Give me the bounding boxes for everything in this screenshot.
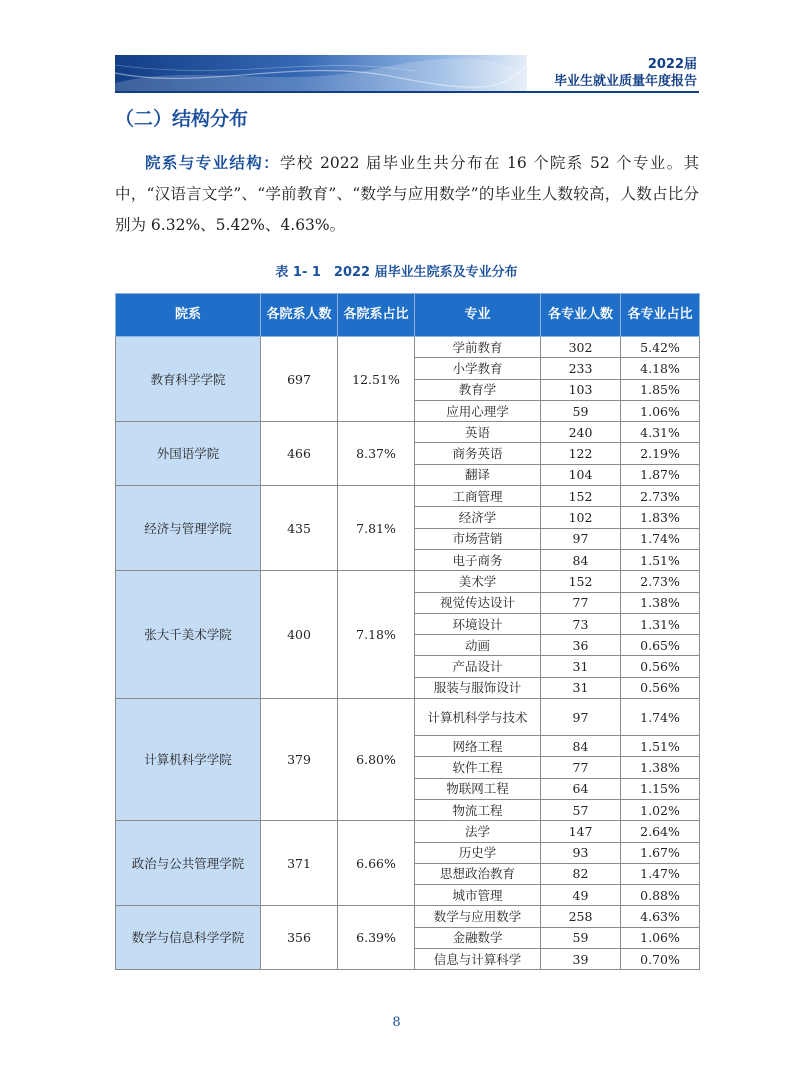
college-major-distribution-table	[115, 293, 700, 970]
header-major-count: 各专业人数	[541, 294, 621, 337]
major-share-cell: 0.56%	[621, 656, 700, 677]
table-row	[116, 571, 700, 592]
major-count-cell: 73	[541, 613, 621, 634]
major-name-cell: 小学教育	[415, 358, 541, 379]
college-name-cell: 外国语学院	[116, 422, 261, 486]
major-count-cell: 49	[541, 885, 621, 906]
college-share-cell: 6.66%	[338, 821, 415, 906]
major-count-cell: 84	[541, 736, 621, 757]
major-count-cell: 57	[541, 799, 621, 820]
college-share-cell: 12.51%	[338, 337, 415, 422]
major-name-cell: 动画	[415, 635, 541, 656]
college-name-cell: 教育科学学院	[116, 337, 261, 422]
major-share-cell: 1.02%	[621, 799, 700, 820]
major-name-cell: 学前教育	[415, 337, 541, 358]
college-count-cell: 697	[261, 337, 338, 422]
major-share-cell: 2.73%	[621, 486, 700, 507]
header-report-name: 毕业生就业质量年度报告	[553, 74, 697, 89]
major-share-cell: 1.83%	[621, 507, 700, 528]
major-count-cell: 59	[541, 400, 621, 421]
paragraph-lead: 院系与专业结构：	[145, 153, 280, 172]
major-name-cell: 金融数学	[415, 927, 541, 948]
major-name-cell: 软件工程	[415, 757, 541, 778]
major-name-cell: 计算机科学与技术	[415, 699, 541, 736]
header-major-share: 各专业占比	[621, 294, 700, 337]
major-count-cell: 152	[541, 571, 621, 592]
major-share-cell: 4.31%	[621, 422, 700, 443]
table-row	[116, 422, 700, 443]
table-caption: 表 1- 1 2022 届毕业生院系及专业分布	[275, 265, 518, 280]
major-name-cell: 服装与服饰设计	[415, 677, 541, 698]
major-count-cell: 97	[541, 528, 621, 549]
major-name-cell: 工商管理	[415, 486, 541, 507]
major-count-cell: 258	[541, 906, 621, 927]
major-share-cell: 1.06%	[621, 927, 700, 948]
major-name-cell: 教育学	[415, 379, 541, 400]
college-share-cell: 7.18%	[338, 571, 415, 699]
major-name-cell: 应用心理学	[415, 400, 541, 421]
major-share-cell: 1.15%	[621, 778, 700, 799]
major-name-cell: 思想政治教育	[415, 863, 541, 884]
table-row	[116, 699, 700, 736]
major-share-cell: 1.38%	[621, 757, 700, 778]
major-count-cell: 102	[541, 507, 621, 528]
major-count-cell: 233	[541, 358, 621, 379]
header-college-count: 各院系人数	[261, 294, 338, 337]
college-share-cell: 8.37%	[338, 422, 415, 486]
college-count-cell: 356	[261, 906, 338, 970]
major-share-cell: 1.87%	[621, 464, 700, 485]
major-count-cell: 39	[541, 949, 621, 970]
paragraph-body: 学校 2022 届毕业生共分布在 16 个院系 52 个专业。其中，“汉语言文学”、“学前教育”、“数学与应用数学”的毕业生人数较高，人数占比分别为 6.32%、5.42%、4.63%。	[115, 154, 699, 234]
major-share-cell: 4.63%	[621, 906, 700, 927]
major-share-cell: 5.42%	[621, 337, 700, 358]
section-heading: （二）结构分布	[115, 108, 249, 130]
major-share-cell: 1.51%	[621, 549, 700, 570]
major-name-cell: 电子商务	[415, 549, 541, 570]
table-row	[116, 821, 700, 842]
major-share-cell: 2.19%	[621, 443, 700, 464]
header-divider	[115, 91, 699, 93]
major-name-cell: 信息与计算科学	[415, 949, 541, 970]
major-name-cell: 网络工程	[415, 736, 541, 757]
major-name-cell: 产品设计	[415, 656, 541, 677]
major-share-cell: 1.06%	[621, 400, 700, 421]
major-name-cell: 英语	[415, 422, 541, 443]
major-count-cell: 82	[541, 863, 621, 884]
structure-paragraph	[115, 147, 699, 241]
college-name-cell: 计算机科学学院	[116, 699, 261, 821]
header-college-share: 各院系占比	[338, 294, 415, 337]
table-row	[116, 906, 700, 927]
major-count-cell: 64	[541, 778, 621, 799]
major-share-cell: 1.67%	[621, 842, 700, 863]
major-count-cell: 104	[541, 464, 621, 485]
major-share-cell: 1.74%	[621, 528, 700, 549]
major-count-cell: 122	[541, 443, 621, 464]
major-name-cell: 环境设计	[415, 613, 541, 634]
major-share-cell: 1.74%	[621, 699, 700, 736]
major-count-cell: 36	[541, 635, 621, 656]
major-count-cell: 147	[541, 821, 621, 842]
major-name-cell: 美术学	[415, 571, 541, 592]
major-share-cell: 1.51%	[621, 736, 700, 757]
major-count-cell: 93	[541, 842, 621, 863]
major-name-cell: 法学	[415, 821, 541, 842]
table-row	[116, 337, 700, 358]
major-share-cell: 1.47%	[621, 863, 700, 884]
major-name-cell: 经济学	[415, 507, 541, 528]
major-name-cell: 数学与应用数学	[415, 906, 541, 927]
major-count-cell: 77	[541, 592, 621, 613]
major-name-cell: 商务英语	[415, 443, 541, 464]
college-count-cell: 400	[261, 571, 338, 699]
major-count-cell: 152	[541, 486, 621, 507]
college-name-cell: 张大千美术学院	[116, 571, 261, 699]
major-count-cell: 31	[541, 677, 621, 698]
major-name-cell: 物联网工程	[415, 778, 541, 799]
college-count-cell: 435	[261, 486, 338, 571]
header-year: 2022届	[647, 57, 697, 72]
college-name-cell: 数学与信息科学学院	[116, 906, 261, 970]
college-count-cell: 379	[261, 699, 338, 821]
banner-wave-decoration	[115, 55, 527, 91]
major-name-cell: 物流工程	[415, 799, 541, 820]
header-major: 专业	[415, 294, 541, 337]
report-header-title	[554, 56, 697, 90]
major-share-cell: 2.73%	[621, 571, 700, 592]
college-count-cell: 466	[261, 422, 338, 486]
major-count-cell: 97	[541, 699, 621, 736]
major-count-cell: 84	[541, 549, 621, 570]
major-name-cell: 市场营销	[415, 528, 541, 549]
major-share-cell: 1.85%	[621, 379, 700, 400]
major-count-cell: 31	[541, 656, 621, 677]
header-banner	[115, 55, 527, 91]
major-share-cell: 2.64%	[621, 821, 700, 842]
major-count-cell: 103	[541, 379, 621, 400]
major-share-cell: 1.31%	[621, 613, 700, 634]
header-college: 院系	[116, 294, 261, 337]
college-count-cell: 371	[261, 821, 338, 906]
major-name-cell: 视觉传达设计	[415, 592, 541, 613]
table-row	[116, 486, 700, 507]
major-share-cell: 0.70%	[621, 949, 700, 970]
major-share-cell: 1.38%	[621, 592, 700, 613]
major-name-cell: 翻译	[415, 464, 541, 485]
college-share-cell: 7.81%	[338, 486, 415, 571]
college-share-cell: 6.80%	[338, 699, 415, 821]
major-share-cell: 0.88%	[621, 885, 700, 906]
major-count-cell: 59	[541, 927, 621, 948]
major-share-cell: 4.18%	[621, 358, 700, 379]
table-header-row	[116, 294, 700, 337]
college-name-cell: 经济与管理学院	[116, 486, 261, 571]
major-count-cell: 240	[541, 422, 621, 443]
major-count-cell: 77	[541, 757, 621, 778]
major-share-cell: 0.65%	[621, 635, 700, 656]
major-count-cell: 302	[541, 337, 621, 358]
major-name-cell: 城市管理	[415, 885, 541, 906]
major-share-cell: 0.56%	[621, 677, 700, 698]
college-share-cell: 6.39%	[338, 906, 415, 970]
page-number: 8	[392, 1015, 401, 1030]
major-name-cell: 历史学	[415, 842, 541, 863]
table-body	[116, 337, 700, 970]
college-name-cell: 政治与公共管理学院	[116, 821, 261, 906]
